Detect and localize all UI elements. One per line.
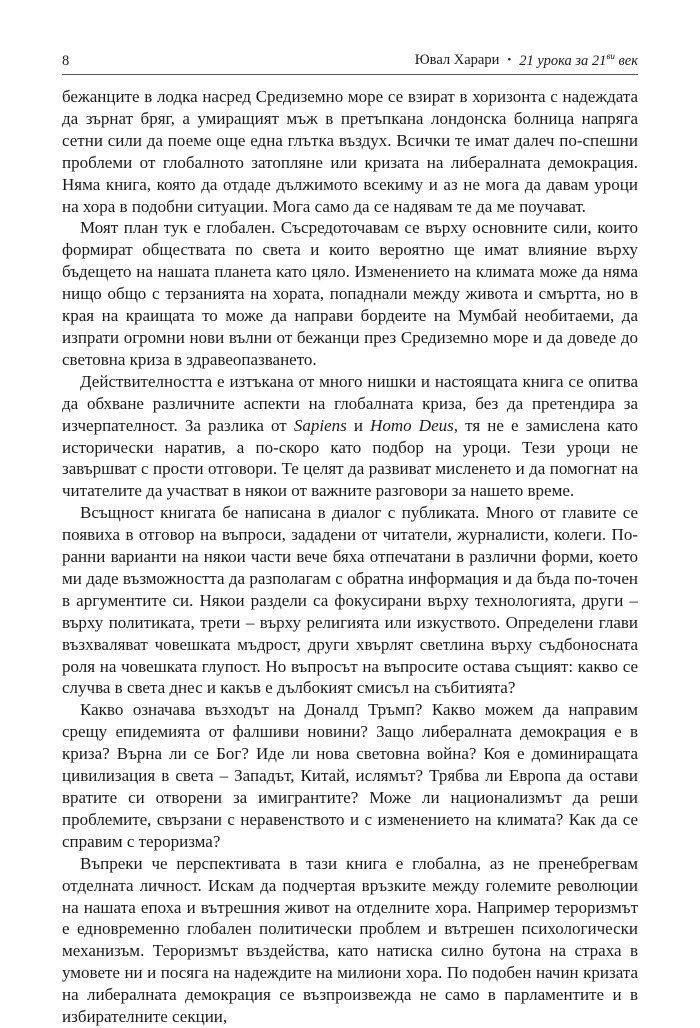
paragraph-text: Действителността е изтъкана от много нишки и настоящата книга се опитва да обхване различните аспекти на глобалната криза, без да претендира за изчерпателност. За разлика от (62, 371, 638, 435)
paragraph (62, 217, 638, 370)
header-author: Ювал Харари (414, 52, 500, 69)
paragraph-text: Въпреки че перспективата в тази книга е глобална, аз не пренебрегвам отделната личност. Искам да подчертая връзките между големите революции на нашата епоха и вътрешния живот на отделните хора. Например тероризмът е едновременно глобален политически проблем и вътрешен психологически механизъм. Тероризмът въздейства, като натиска силно бутона на страха в умовете ни и посяга на надеждите на милиони хора. По подобен начин кризата на либералната демокрация се възпроизвежда не само в парламентите и в избирателните секции, (62, 853, 638, 1027)
italic-title: Homo Deus (370, 415, 454, 435)
header-separator: • (507, 54, 512, 67)
header-book-title (519, 51, 638, 70)
paragraph-text: , тя не е замислена като исторически наратив, а по-скоро като подбор на уроци. Тези уроци не завършват с прости отговори. Те целят да развиват мисленето и да помогнат на читателите да участват в някои от важните разговори за нашето време. (62, 415, 638, 501)
italic-title: Sapiens (293, 415, 347, 435)
paragraph (62, 502, 638, 699)
paragraph-text: Моят план тук е глобален. Съсредоточавам се върху основните сили, които формират обществата по света и които вероятно ще имат влияние върху бъдещето на нашата планета като цяло. Изменението на климата може да няма нищо общо с терзанията на хората, попаднали между живота и смъртта, но в края на краищата то може да направи бордеите на Мумбай необитаеми, да изпрати огромни нови вълни от бежанци през Средиземно море и да доведе до световна криза в здравеопазването. (62, 218, 638, 369)
header-title-sup: ви (606, 51, 615, 62)
paragraph-text: Всъщност книгата бе написана в диалог с публиката. Много от главите се появиха в отговор на въпроси, зададени от читатели, журналисти, колеги. По-ранни варианти на някои части вече бяха отпечатани в различни форми, което ми даде възможността да разполагам с обратна информация и да бъда по-точен в аргументите си. Някои раздели са фокусирани върху технологията, други – върху политиката, трети – върху религията или изкуството. Определени глави възхваляват човешката мъдрост, други хвърлят светлина върху съдбоносната роля на човешката глупост. Но въпросът на въпросите остава същият: какво се случва в света днес и какъв е дълбокият смисъл на събитията? (62, 503, 638, 698)
paragraph (62, 371, 638, 502)
running-header (62, 48, 638, 75)
paragraph-text: и (346, 415, 371, 435)
header-right (415, 51, 638, 70)
paragraph-text: Какво означава възходът на Доналд Тръмп? Какво можем да направим срещу епидемията от фалшиви новини? Защо либералната демокрация е в криза? Върна ли се Бог? Иде ли нова световна война? Коя е доминиращата цивилизация в света – Западът, Китай, ислямът? Трябва ли Европа да остави вратите си отворени за имигрантите? Може ли национализмът да реши проблемите, свързани с неравенството и с изменението на климата? Как да се справим с тероризма? (62, 700, 638, 851)
paragraph (62, 86, 638, 217)
body-text (62, 86, 638, 1028)
page-number: 8 (62, 53, 70, 69)
paragraph (62, 853, 638, 1028)
paragraph (62, 699, 638, 852)
paragraph-text: бежанците в лодка насред Средиземно море се взират в хоризонта с надеждата да зърнат бряг, а умиращият мъж в претъпкана лондонска болница напряга сетни сили да поеме още една глътка въздух. Всички те имат далеч по-спешни проблеми от глобалното затопляне или кризата на либералната демокрация. Няма книга, която да отдаде дължимото всекиму и аз не мога да давам уроци на хора в подобни ситуации. Мога само да се надявам те да ме поучават. (62, 87, 638, 216)
header-title-tail: век (614, 53, 638, 69)
header-title-main: 21 урока за 21 (519, 53, 607, 69)
